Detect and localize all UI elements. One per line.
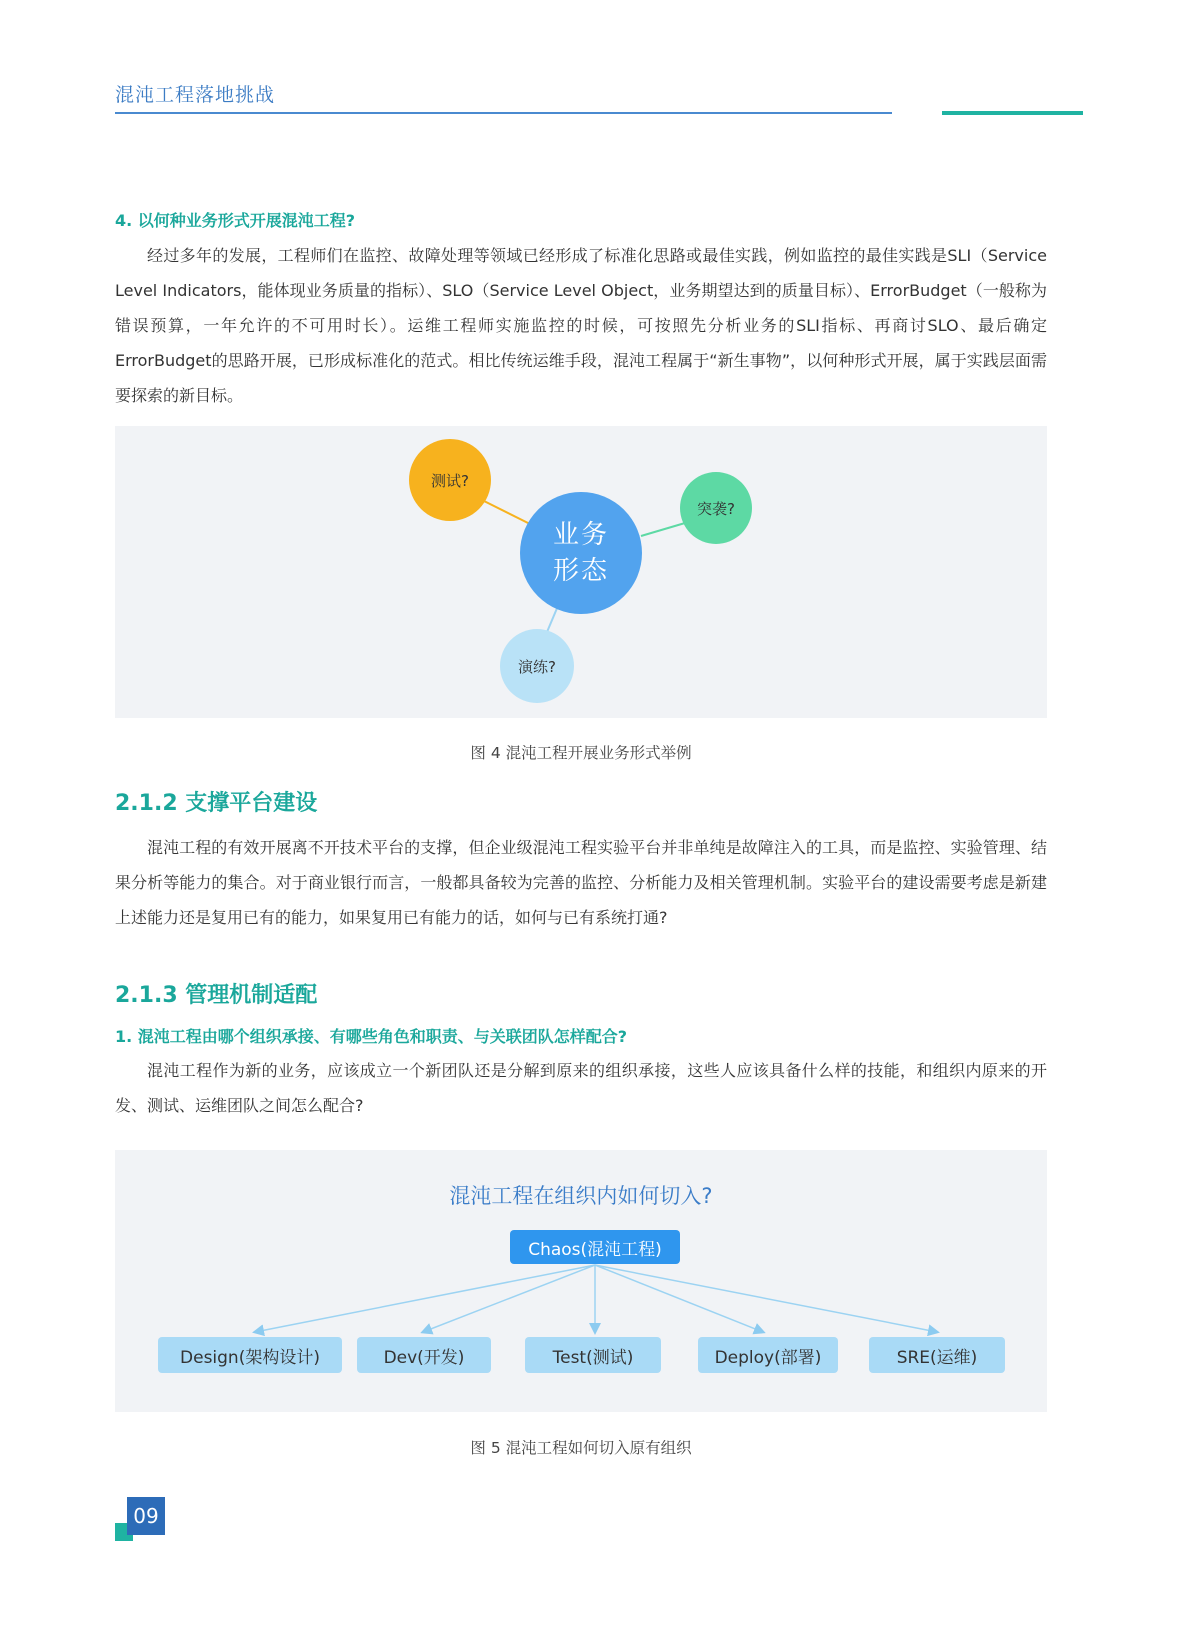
- q4-paragraph: 经过多年的发展，工程师们在监控、故障处理等领域已经形成了标准化思路或最佳实践，例如监控的最佳实践是SLI（Service Level Indicators，能体现业务质量的指标）、SLO（Service Level Object，业务期望达到的质量目标）、ErrorBudget（一般称为错误预算，一年允许的不可用时长）。运维工程师实施监控的时候，可按照先分析业务的SLI指标、再商讨SLO、最后确定ErrorBudget的思路开展，已形成标准化的范式。相比传统运维手段，混沌工程属于“新生事物”，以何种形式开展，属于实践层面需要探索的新目标。: [115, 246, 1047, 405]
- q4-heading: 4. 以何种业务形式开展混沌工程?: [115, 211, 356, 230]
- figure-4-diagram: [115, 426, 1047, 718]
- hub-line-2: 形态: [552, 556, 609, 586]
- arrow-to-sre: [595, 1265, 937, 1332]
- hub-line-1: 业务: [552, 520, 609, 550]
- org-child-design: Design(架构设计): [158, 1337, 342, 1373]
- figure-5-diagram: [115, 1150, 1047, 1412]
- section-2-1-3-subheading: 1. 混沌工程由哪个组织承接、有哪些角色和职责、与关联团队怎样配合?: [115, 1027, 628, 1046]
- connector-raid: [641, 523, 685, 536]
- bubble-drill: 演练?: [500, 629, 574, 703]
- bubble-raid: 突袭?: [680, 472, 752, 544]
- header-accent-rule: [942, 111, 1083, 115]
- section-2-1-3-heading: 2.1.3 管理机制适配: [115, 983, 318, 1008]
- figure-5-caption: 图 5 混沌工程如何切入原有组织: [470, 1439, 692, 1457]
- arrow-to-deploy: [595, 1265, 763, 1332]
- connector-test: [480, 499, 530, 524]
- org-child-sre: SRE(运维): [869, 1337, 1005, 1373]
- header-rule: [115, 112, 892, 114]
- running-header-title: 混沌工程落地挑战: [115, 84, 276, 106]
- org-root-chaos: Chaos(混沌工程): [510, 1230, 680, 1264]
- section-2-1-2-heading: 2.1.2 支撑平台建设: [115, 791, 318, 816]
- figure-4-caption: 图 4 混沌工程开展业务形式举例: [470, 744, 692, 762]
- org-child-test: Test(测试): [525, 1337, 661, 1373]
- arrow-to-design: [255, 1265, 595, 1332]
- section-2-1-3-paragraph: 混沌工程作为新的业务，应该成立一个新团队还是分解到原来的组织承接，这些人应该具备什么样的技能，和组织内原来的开发、测试、运维团队之间怎么配合?: [115, 1061, 1047, 1115]
- bubble-test: 测试?: [409, 439, 491, 521]
- section-2-1-2-paragraph: 混沌工程的有效开展离不开技术平台的支撑，但企业级混沌工程实验平台并非单纯是故障注入的工具，而是监控、实验管理、结果分析等能力的集合。对于商业银行而言，一般都具备较为完善的监控、分析能力及相关管理机制。实验平台的建设需要考虑是新建上述能力还是复用已有的能力，如果复用已有能力的话，如何与已有系统打通?: [115, 838, 1047, 927]
- org-child-dev: Dev(开发): [357, 1337, 491, 1373]
- hub-business-form: [520, 492, 642, 614]
- org-child-deploy: Deploy(部署): [698, 1337, 838, 1373]
- page-number: 09: [127, 1497, 165, 1535]
- figure-5-title: 混沌工程在组织内如何切入?: [449, 1184, 713, 1208]
- arrow-to-dev: [423, 1265, 595, 1332]
